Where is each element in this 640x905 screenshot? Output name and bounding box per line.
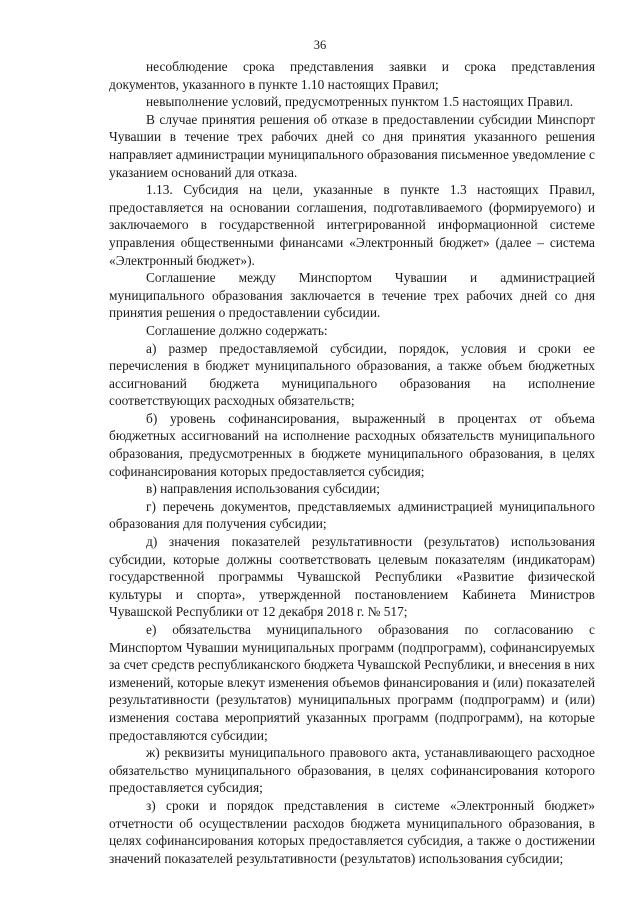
list-item-zh: ж) реквизиты муниципального правового акта, устанавливающего расходное обязательство муниципального образования, в целях софинансирования которого предоставляется субсидия; xyxy=(109,745,595,796)
list-item-b: б) уровень софинансирования, выраженный в процентах от объема бюджетных ассигнований на исполнение расходных обязательств муниципального образования, предусмотренных в бюджете муниципального образования, в целях софинансирования которых предоставляется субсидия; xyxy=(109,410,595,479)
list-item-e: е) обязательства муниципального образования по согласованию с Минспортом Чувашии муниципальных программ (подпрограмм), софинансируемых за счет средств республиканского бюджета Чувашской Республики, и внесения в них изменений, которые влекут изменения объемов финансирования и (или) показателей результативности (результатов) муниципальных программ (подпрограмм) и (или) изменения состава мероприятий указанных программ (подпрограмм), на которые предоставляются субсидии; xyxy=(109,622,595,743)
paragraph: Соглашение должно содержать: xyxy=(146,322,328,338)
document-body xyxy=(109,58,595,867)
list-item-a: а) размер предоставляемой субсидии, порядок, условия и сроки ее перечисления в бюджет муниципального образования, а также объем бюджетных ассигнований бюджета муниципального образования на исполнение соответствующих расходных обязательств; xyxy=(109,340,595,409)
page-number: 36 xyxy=(313,38,327,52)
paragraph: 1.13. Субсидия на цели, указанные в пункте 1.3 настоящих Правил, предоставляется на основании соглашения, подготавливаемого (формируемого) и заключаемого в государственной интегрированной информационной системе управления общественными финансами «Электронный бюджет» (далее – система «Электронный бюджет»). xyxy=(109,182,595,268)
paragraph: В случае принятия решения об отказе в предоставлении субсидии Минспорт Чувашии в течение трех рабочих дней со дня принятия указанного решения направляет администрации муниципального образования письменное уведомление с указанием оснований для отказа. xyxy=(109,111,595,180)
list-item-g: г) перечень документов, представляемых администрацией муниципального образования для получения субсидии; xyxy=(109,498,595,532)
list-item-v: в) направления использования субсидии; xyxy=(146,481,380,497)
list-item-z: з) сроки и порядок представления в системе «Электронный бюджет» отчетности об осуществлении расходов бюджета муниципального образования, в целях софинансирования которых предоставляется субсидия, а также о достижении значений показателей результативности (результатов) использования субсидии; xyxy=(109,797,595,866)
paragraph: несоблюдение срока представления заявки и срока представления документов, указанного в пункте 1.10 настоящих Правил; xyxy=(109,59,595,92)
paragraph: невыполнение условий, предусмотренных пунктом 1.5 настоящих Правил. xyxy=(146,94,574,110)
paragraph: Соглашение между Минспортом Чувашии и администрацией муниципального образования заключается в течение трех рабочих дней со дня принятия решения о предоставлении субсидии. xyxy=(109,270,595,321)
list-item-d: д) значения показателей результативности (результатов) использования субсидии, которые должны соответствовать целевым показателям (индикаторам) государственной программы Чувашской Республики «Развитие физической культуры и спорта», утвержденной постановлением Кабинета Министров Чувашской Республики от 12 декабря 2018 г. № 517; xyxy=(109,534,595,620)
